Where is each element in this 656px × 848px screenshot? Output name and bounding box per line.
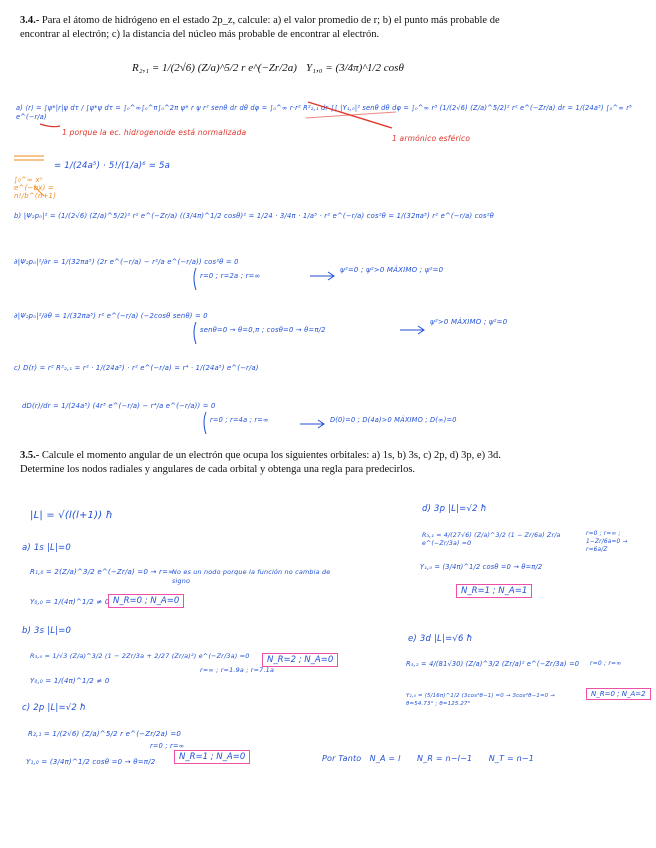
orbital-2p-conditions: r=0 ; r=∞ xyxy=(150,742,185,750)
note-spherical-harmonic: 1 armónico esférico xyxy=(392,134,471,143)
orbital-3d-radial: R₃,₂ = 4/(81√30) (Z/a)^3/2 (Zr/a)² e^(−Zr/3a) =0 xyxy=(406,660,580,668)
dtheta-conditions: senθ=0 → θ=0,π ; cosθ=0 → θ=π/2 xyxy=(200,326,326,334)
integral-side-note: ∫₀^∞ xⁿ e^(−bx) = n!/b^(n+1) xyxy=(14,176,57,200)
work-3-4-line-c2: dD(r)/dr = 1/(24a⁵) (4r³ e^(−r/a) − r⁴/a e^(−r/a)) = 0 xyxy=(22,402,216,410)
orbital-3p-nodes-box: N_R=1 ; N_A=1 xyxy=(456,584,532,598)
orbital-3d-head: e) 3d |L|=√6 ħ xyxy=(408,634,473,644)
orbital-1s-angular: Y₀,₀ = 1/(4π)^1/2 ≠ 0 xyxy=(30,598,110,606)
work-3-4-line-b: b) |Ψ₂p₀|² = (1/(2√6) (Z/a)^5/2)² r² e^(−Zr/a) ((3/4π)^1/2 cosθ)² = 1/24 · 3/4π · 1/a⁵ · r² e^(−r/a) cos²θ = 1/(32πa⁵) r² e^(−r/a) cos²θ xyxy=(14,212,494,220)
arrow-dtheta xyxy=(400,326,424,334)
work-3-4-derivative-r: ∂|Ψ₂p₀|²/∂r = 1/(32πa⁵) (2r e^(−r/a) − r²/a e^(−r/a)) cos²θ = 0 xyxy=(14,258,239,266)
dr-conditions: r=0 ; r=2a ; r=∞ xyxy=(200,272,261,280)
arrow-dr xyxy=(310,272,334,280)
orbital-3s-conditions: r=∞ ; r=1.9a ; r=7.1a xyxy=(200,666,275,674)
arrow-c2 xyxy=(300,420,324,428)
red-strike-line-2 xyxy=(306,112,396,118)
problem-3-4-number: 3.4.- xyxy=(20,15,40,26)
orbital-3p-conditions: r=0 ; r=∞ ; 1−Zr/6a=0 → r=6a/Z xyxy=(586,531,628,553)
orbital-1s-head: a) 1s |L|=0 xyxy=(22,543,71,553)
orbital-3d-conditions: r=0 ; r=∞ xyxy=(590,660,622,667)
orbital-3s-head: b) 3s |L|=0 xyxy=(22,626,72,636)
orange-underline xyxy=(14,156,44,160)
red-underline-mark xyxy=(40,124,60,127)
orbital-2p-nodes-box: N_R=1 ; N_A=0 xyxy=(174,750,250,764)
orbital-3p-radial: R₃,₁ = 4/(27√6) (Z/a)^3/2 (1 − Zr/6a) Zr/a e^(−Zr/3a) =0 xyxy=(422,532,561,547)
brace-dtheta xyxy=(194,322,196,344)
dtheta-results: ψ²>0 MÁXIMO ; ψ²=0 xyxy=(430,318,508,326)
node-rule: Por Tanto N_A = l N_R = n−l−1 N_T = n−1 xyxy=(322,754,535,763)
c2-conditions: r=0 ; r=4a ; r=∞ xyxy=(210,416,269,424)
orbital-3d-angular: Y₂,₀ = (5/16π)^1/2 (3cos²θ−1) =0 → 3cos²θ−1=0 → θ=54.73° ; θ=125.27° xyxy=(406,693,555,707)
problem-3-5-text: Calcule el momento angular de un electrón que ocupa los siguientes orbitales: a) 1s, b) 3s, c) 2p, d) 3p, e) 3d. Determine los nodos radiales y angulares de cada orbital y obtenga una regla para predecirlos. xyxy=(20,450,501,475)
problem-3-4-text: Para el átomo de hidrógeno en el estado 2p_z, calcule: a) el valor promedio de r; b) el punto más probable de encontrar al electrón; c) la distancia del núcleo más probable de encontrar al electrón. xyxy=(20,15,500,40)
orbital-3p-head: d) 3p |L|=√2 ħ xyxy=(422,504,487,514)
orbital-1s-note: No es un nodo porque la función no cambia de signo xyxy=(172,568,331,585)
problem-3-5-number: 3.5.- xyxy=(20,450,40,461)
orbital-3s-radial: R₃,₀ = 1/√3 (Z/a)^3/2 (1 − 2Zr/3a + 2/27 (Zr/a)²) e^(−Zr/3a) =0 xyxy=(30,652,250,660)
orbital-3s-nodes-box: N_R=2 ; N_A=0 xyxy=(262,653,338,667)
orbital-3p-angular: Y₁,₀ = (3/4π)^1/2 cosθ =0 → θ=π/2 xyxy=(420,563,543,571)
work-3-4-result-a: = 1/(24a⁵) · 5!/(1/a)⁶ = 5a xyxy=(54,161,171,171)
orange-tick xyxy=(34,186,44,196)
formula-spherical-1-0: Y₁,₀ = (3/4π)^1/2 cosθ xyxy=(306,62,404,74)
work-3-4-line-a: a) ⟨r⟩ = ∫ψ*|r|ψ dτ / ∫ψ*ψ dτ = ∫₀^∞∫₀^π∫₀^2π ψ* r ψ r² senθ dr dθ dφ = ∫₀^∞ r·r² R²₂,₁ dr ∫∫ |Y₁,₀|² senθ dθ dφ = ∫₀^∞ r³ (1/(2√6) (Z/a)^5/2)² r² e^(−Zr/a) dr = 1/(24a⁵) ∫₀^∞ r⁵ e^(−r/a) xyxy=(16,104,632,121)
brace-dr xyxy=(194,268,196,290)
work-3-4-line-c: c) D(r) = r² R²₂,₁ = r² · 1/(24a⁵) · r² e^(−r/a) = r⁴ · 1/(24a⁵) e^(−r/a) xyxy=(14,364,259,372)
brace-c2 xyxy=(204,412,206,434)
note-normalized: 1 porque la ec. hidrogenoide está normalizada xyxy=(62,128,247,137)
work-3-4-derivative-theta: ∂|Ψ₂p₀|²/∂θ = 1/(32πa⁵) r² e^(−r/a) (−2cosθ senθ) = 0 xyxy=(14,312,208,320)
angular-momentum-formula: |L| = √(l(l+1)) ħ xyxy=(30,510,113,521)
orbital-2p-angular: Y₁,₀ = (3/4π)^1/2 cosθ =0 → θ=π/2 xyxy=(26,758,156,766)
orbital-3d-nodes-box: N_R=0 ; N_A=2 xyxy=(586,688,651,700)
orbital-2p-head: c) 2p |L|=√2 ħ xyxy=(22,703,87,713)
orbital-1s-nodes-box: N_R=0 ; N_A=0 xyxy=(108,594,184,608)
orbital-1s-radial: R₁,₀ = 2(Z/a)^3/2 e^(−Zr/a) =0 → r=∞ xyxy=(30,568,175,576)
dr-results: ψ²=0 ; ψ²>0 MÁXIMO ; ψ²=0 xyxy=(340,266,444,274)
orbital-2p-radial: R₂,₁ = 1/(2√6) (Z/a)^5/2 r e^(−Zr/2a) =0 xyxy=(28,730,182,738)
formula-radial-2-1: R₂,₁ = 1/(2√6) (Z/a)^5/2 r e^(−Zr/2a) xyxy=(132,62,297,74)
c2-results: D(0)=0 ; D(4a)>0 MÁXIMO ; D(∞)=0 xyxy=(330,416,457,424)
orbital-3s-angular: Y₀,₀ = 1/(4π)^1/2 ≠ 0 xyxy=(30,677,110,685)
